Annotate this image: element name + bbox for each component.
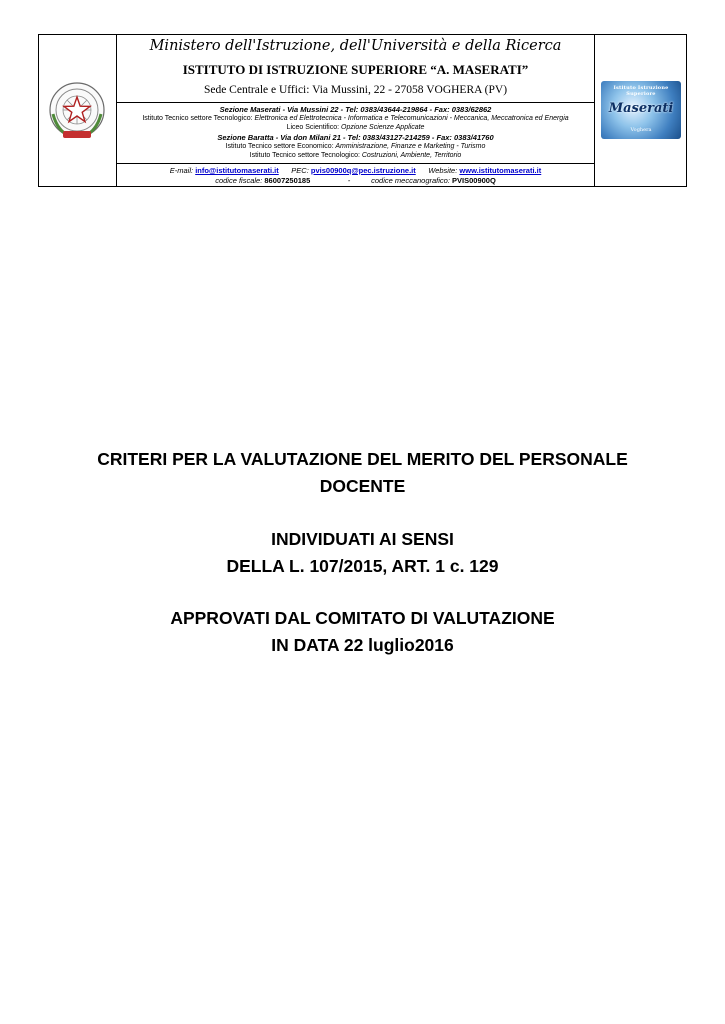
label: Istituto Tecnico settore Tecnologico:: [142, 115, 253, 122]
title-line: APPROVATI DAL COMITATO DI VALUTAZIONE: [170, 608, 555, 628]
sede-centrale: Sede Centrale e Uffici: Via Mussini, 22 - 27058 VOGHERA (PV): [203, 84, 508, 96]
approval-statement: [0, 605, 725, 659]
logo-cell: [594, 35, 686, 186]
cf-label: codice fiscale:: [215, 176, 263, 185]
label: Liceo Scientifico:: [286, 124, 340, 131]
title-line: DOCENTE: [319, 476, 406, 496]
logo-bottom-text: Voghera: [630, 127, 652, 133]
website-label: Website:: [428, 166, 458, 175]
title-line: IN DATA 22 luglio2016: [271, 635, 454, 655]
title-line: INDIVIDUATI AI SENSI: [271, 529, 454, 549]
label: Istituto Tecnico settore Tecnologico:: [249, 152, 360, 159]
baratta-tecnologico: [117, 152, 594, 160]
title-line: DELLA L. 107/2015, ART. 1 c. 129: [226, 556, 499, 576]
letterhead: [38, 34, 687, 187]
institute-name: ISTITUTO DI ISTRUZIONE SUPERIORE “A. MASERATI”: [182, 62, 529, 77]
divider: [117, 102, 594, 103]
italian-republic-emblem-icon: [47, 80, 107, 142]
mecc-label: codice meccanografico:: [371, 176, 450, 185]
value: Costruzioni, Ambiente, Territorio: [361, 152, 462, 159]
pec-link[interactable]: pvis00900q@pec.istruzione.it: [310, 166, 416, 175]
cf-value: 86007250185: [264, 176, 311, 185]
pec-label: PEC:: [291, 166, 309, 175]
maserati-tecnologico: [117, 115, 594, 123]
value: Opzione Scienze Applicate: [341, 124, 425, 131]
email-label: E-mail:: [169, 166, 194, 175]
contacts-line: [117, 166, 594, 175]
mecc-value: PVIS00900Q: [452, 176, 496, 185]
value: Elettronica ed Elettrotecnica - Informatica e Telecomunicazioni - Meccanica, Meccatronica ed Energia: [254, 115, 569, 122]
value: Amministrazione, Finanze e Marketing - Turismo: [335, 143, 486, 150]
label: Istituto Tecnico settore Economico:: [225, 143, 334, 150]
website-link[interactable]: www.istitutomaserati.it: [459, 166, 542, 175]
document-subtitle: [0, 526, 725, 580]
codes-line: [117, 176, 594, 185]
sezione-baratta: Sezione Baratta - Via don Milani 21 - Tel: 0383/43127-214259 - Fax: 0383/41760: [217, 133, 494, 142]
divider: [117, 163, 594, 164]
logo-top-text: Istituto Istruzione Superiore: [613, 85, 669, 97]
header-text-block: [117, 35, 594, 186]
document-title: [0, 446, 725, 500]
sezione-maserati: Sezione Maserati - Via Mussini 22 - Tel: 0383/43644-219864 - Fax: 0383/62862: [219, 105, 492, 114]
maserati-school-logo: [601, 81, 681, 139]
liceo-scientifico: [117, 124, 594, 132]
separator: -: [347, 176, 351, 185]
title-line: CRITERI PER LA VALUTAZIONE DEL MERITO DEL PERSONALE: [97, 449, 628, 469]
ministry-name: Ministero dell'Istruzione, dell'Università e della Ricerca: [149, 38, 562, 54]
baratta-economico: [117, 143, 594, 151]
logo-name: Maserati: [608, 101, 674, 116]
emblem-cell: [39, 35, 117, 186]
email-link[interactable]: info@istitutomaserati.it: [195, 166, 279, 175]
